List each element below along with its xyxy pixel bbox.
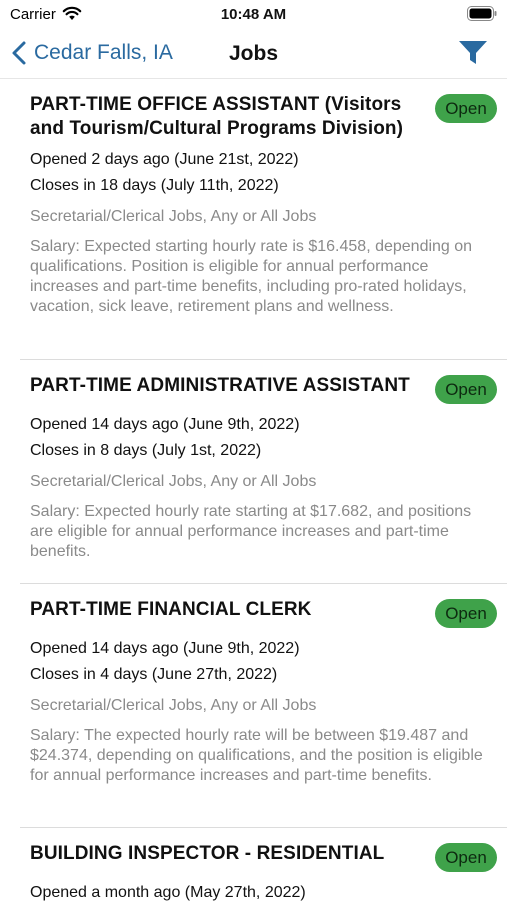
filter-icon[interactable]: [457, 39, 489, 67]
job-opened-date: Opened 14 days ago (June 9th, 2022): [30, 416, 300, 433]
job-list-item[interactable]: [20, 828, 507, 900]
job-opened-date: Opened a month ago (May 27th, 2022): [30, 884, 306, 901]
job-closing-date: Closes in 18 days (July 11th, 2022): [30, 177, 279, 194]
job-list-item[interactable]: [20, 360, 507, 584]
job-title: PART-TIME ADMINISTRATIVE ASSISTANT: [30, 375, 410, 396]
status-badge: Open: [435, 843, 497, 872]
job-salary: Salary: Expected hourly rate starting at $17.682, and positions are eligible for annual performance increases and part-time benefits.: [30, 503, 472, 560]
job-title: PART-TIME FINANCIAL CLERK: [30, 599, 312, 620]
status-badge: Open: [435, 94, 497, 123]
page-title: Jobs: [228, 42, 278, 65]
battery-icon: [467, 6, 497, 21]
job-opened-date: Opened 14 days ago (June 9th, 2022): [30, 640, 300, 657]
job-closing-date: Closes in 8 days (July 1st, 2022): [30, 442, 262, 459]
navigation-bar: [0, 30, 507, 79]
status-badge: Open: [435, 599, 497, 628]
job-category: Secretarial/Clerical Jobs, Any or All Jobs: [30, 697, 317, 714]
back-button-label: Cedar Falls, IA: [34, 41, 173, 64]
job-salary: Salary: The expected hourly rate will be between $19.487 and $24.374, depending on qualifications, and the position is eligible for annual performance increases and part-time benefits.: [30, 727, 483, 784]
job-closing-date: Closes in 4 days (June 27th, 2022): [30, 666, 278, 683]
job-title: PART-TIME OFFICE ASSISTANT (Visitors and Tourism/Cultural Programs Division): [30, 94, 404, 139]
job-list-item[interactable]: [20, 584, 507, 828]
job-list-item[interactable]: [20, 79, 507, 360]
job-title: BUILDING INSPECTOR - RESIDENTIAL: [30, 843, 385, 864]
job-opened-date: Opened 2 days ago (June 21st, 2022): [30, 151, 299, 168]
job-category: Secretarial/Clerical Jobs, Any or All Jobs: [30, 208, 317, 225]
job-category: Secretarial/Clerical Jobs, Any or All Jobs: [30, 473, 317, 490]
status-badge: Open: [435, 375, 497, 404]
status-time: 10:48 AM: [220, 6, 287, 23]
job-salary: Salary: Expected starting hourly rate is $16.458, depending on qualifications. Position is eligible for annual performance increases and part-time benefits, including pro-rated holidays, vacation, sick leave, retirement plans and wellness.: [30, 238, 473, 315]
status-bar: [0, 0, 507, 30]
carrier-label: Carrier: [10, 6, 56, 23]
